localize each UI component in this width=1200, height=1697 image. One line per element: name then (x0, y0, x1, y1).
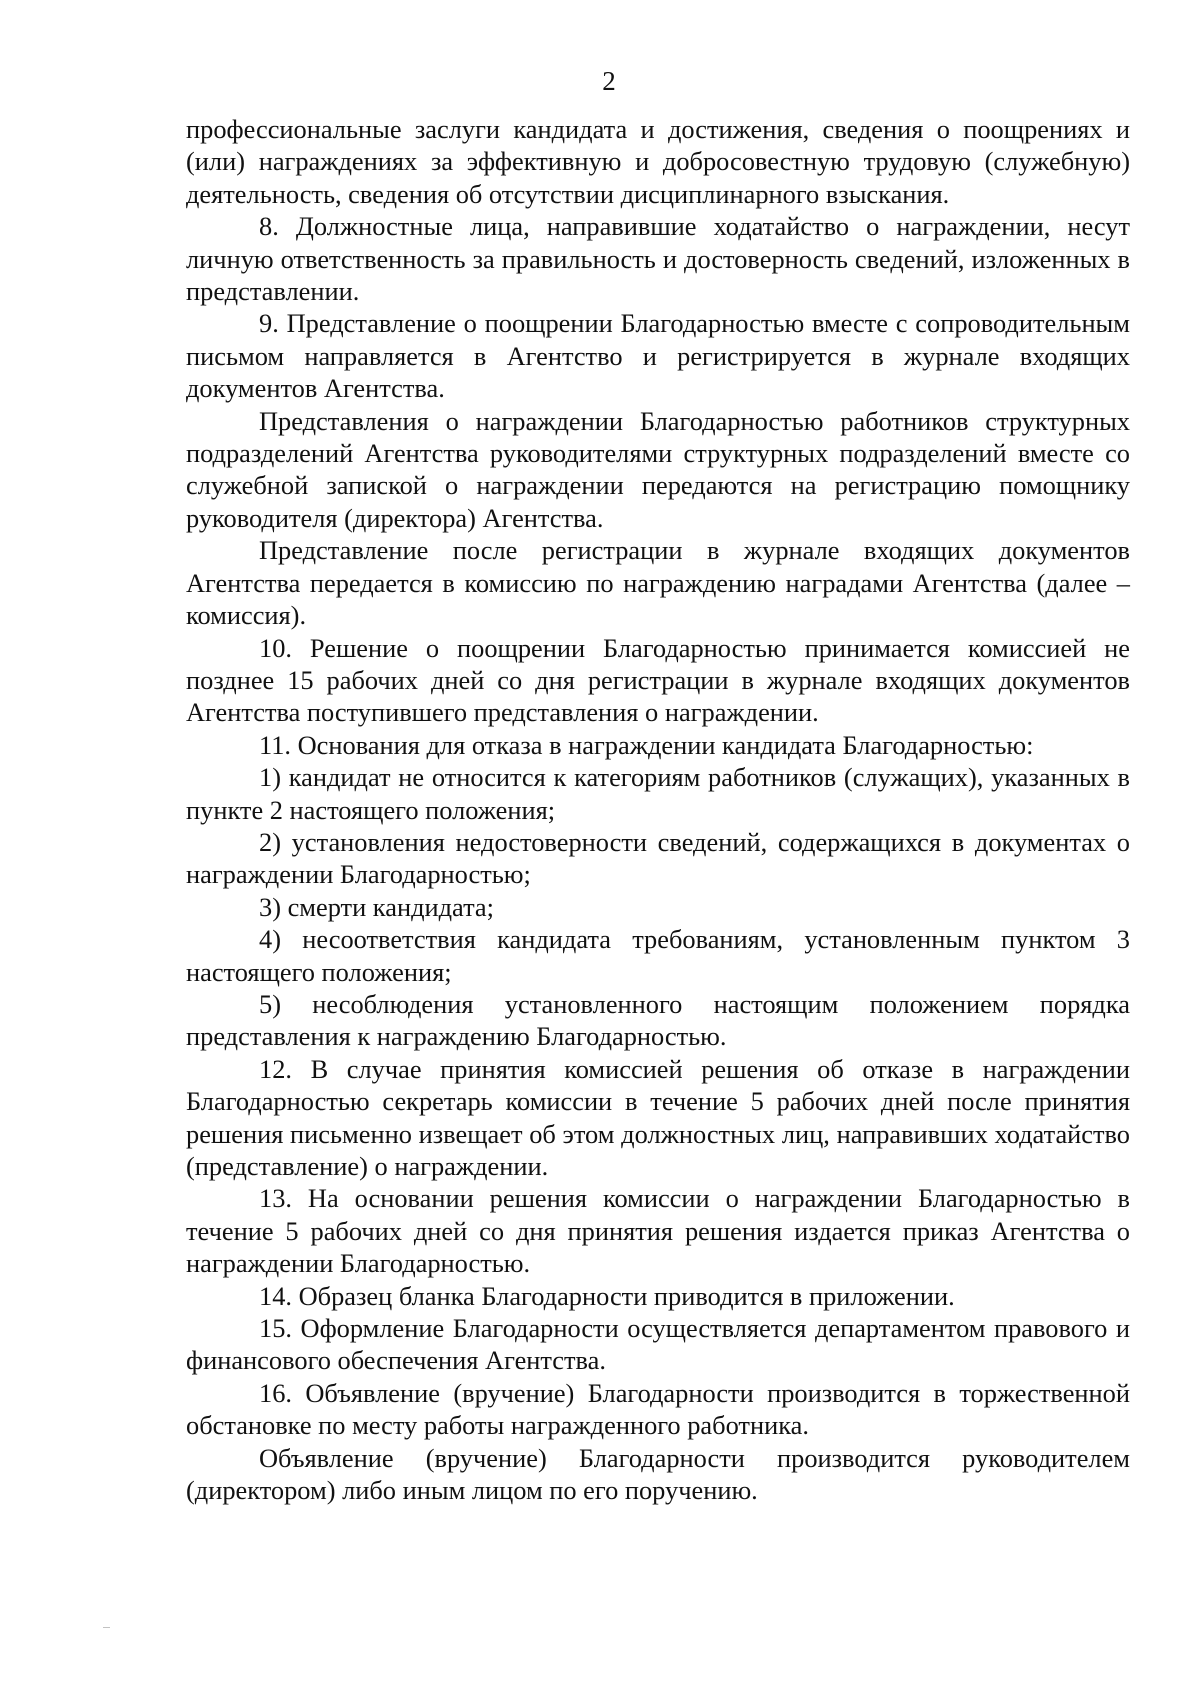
paragraph-item-14: 14. Образец бланка Благодарности приводится в приложении. (259, 1280, 955, 1311)
paragraph-item-9-structural: Представления о награждении Благодарностью работников структурных подразделений Агентства руководителями структурных подразделений вместе со служебной запиской о награждении передаются на регистрацию помощнику руководителя (директора) Агентства. (186, 405, 1130, 533)
paragraph-item-8: 8. Должностные лица, направившие ходатайство о награждении, несут личную ответственность за правильность и достоверность сведений, изложенных в представлении. (186, 211, 1130, 307)
list-item-11-4: 4) несоответствия кандидата требованиям, установленным пунктом 3 настоящего положения; (186, 924, 1130, 987)
paragraph-continuation: профессиональные заслуги кандидата и достижения, сведения о поощрениях и (или) награждениях за эффективную и добросовестную трудовую (служебную) деятельность, сведения об отсутствии дисциплинарного взыскания. (186, 114, 1130, 209)
list-item-11-3: 3) смерти кандидата; (259, 891, 494, 922)
paragraph-item-9-commission: Представление после регистрации в журнале входящих документов Агентства передается в комиссию по награждению наградами Агентства (далее – комиссия). (186, 535, 1130, 631)
paragraph-item-15: 15. Оформление Благодарности осуществляется департаментом правового и финансового обеспечения Агентства. (186, 1313, 1130, 1376)
document-body (186, 113, 1130, 1506)
list-item-11-1: 1) кандидат не относится к категориям работников (служащих), указанных в пункте 2 настоящего положения; (186, 762, 1130, 825)
paragraph-item-16: 16. Объявление (вручение) Благодарности производится в торжественной обстановке по месту работы награжденного работника. (186, 1377, 1130, 1441)
paragraph-item-16-presentation: Объявление (вручение) Благодарности производится руководителем (директором) либо иным лицом по его поручению. (186, 1442, 1130, 1506)
list-item-11-5: 5) несоблюдения установленного настоящим положением порядка представления к награждению Благодарностью. (186, 988, 1130, 1052)
paragraph-item-10: 10. Решение о поощрении Благодарностью принимается комиссией не позднее 15 рабочих дней со дня регистрации в журнале входящих документов Агентства поступившего представления о награждении. (186, 632, 1130, 728)
paragraph-item-13: 13. На основании решения комиссии о награждении Благодарностью в течение 5 рабочих дней со дня принятия решения издается приказ Агентства о награждении Благодарностью. (186, 1183, 1130, 1279)
paragraph-item-11: 11. Основания для отказа в награждении кандидата Благодарностью: (259, 729, 1034, 760)
page-number: 2 (602, 66, 616, 96)
scan-mark (103, 1627, 110, 1628)
paragraph-item-12: 12. В случае принятия комиссией решения об отказе в награждении Благодарностью секретарь комиссии в течение 5 рабочих дней после принятия решения письменно извещает об этом должностных лиц, направивших ходатайство (представление) о награждении. (186, 1053, 1130, 1181)
list-item-11-2: 2) установления недостоверности сведений, содержащихся в документах о награждении Благодарностью; (186, 826, 1130, 890)
paragraph-item-9: 9. Представление о поощрении Благодарностью вместе с сопроводительным письмом направляется в Агентство и регистрируется в журнале входящих документов Агентства. (186, 308, 1130, 404)
